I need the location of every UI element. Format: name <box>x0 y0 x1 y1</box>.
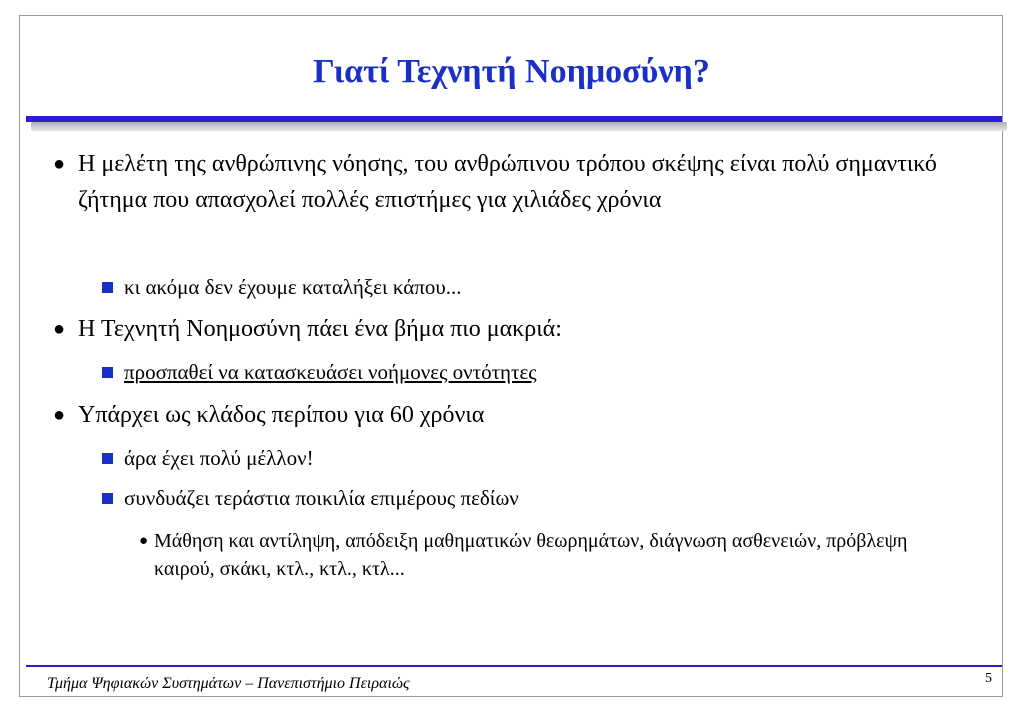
footer-rule <box>26 665 1002 667</box>
sub-bullet-3-1 <box>124 443 944 473</box>
small-bullet-dot-icon: ● <box>139 533 149 549</box>
footer-text: Τμήμα Ψηφιακών Συστημάτων – Πανεπιστήμιο Πειραιώς <box>47 675 410 692</box>
slide-title: Γιατί Τεχνητή Νοημοσύνη? <box>313 53 710 90</box>
page-number: 5 <box>985 671 992 686</box>
sub-sub-bullet-3-2-1 <box>139 527 934 583</box>
square-bullet-icon <box>102 367 113 378</box>
bullet-2-text: Η Τεχνητή Νοημοσύνη πάει ένα βήμα πιο μακριά: <box>78 316 562 342</box>
sub-bullet-2-1-text: προσπαθεί να κατασκευάσει νοήμονες οντότητες <box>124 360 537 384</box>
sub-sub-bullet-3-2-1-text: Μάθηση και αντίληψη, απόδειξη μαθηματικών θεωρημάτων, διάγνωση ασθενειών, πρόβλεψη καιρού, σκάκι, κτλ., κτλ., κτλ... <box>154 530 908 580</box>
bullet-2 <box>53 311 948 347</box>
sub-bullet-2-1 <box>124 357 944 387</box>
square-bullet-icon <box>102 282 113 293</box>
sub-bullet-1-1 <box>124 272 944 302</box>
bullet-3 <box>53 397 948 433</box>
bullet-1-text: Η μελέτη της ανθρώπινης νόησης, του ανθρώπινου τρόπου σκέψης είναι πολύ σημαντικό ζήτημα που απασχολεί πολλές επιστήμες για χιλιάδες χρόνια <box>78 151 937 213</box>
bullet-dot-icon: ● <box>53 153 66 175</box>
sub-bullet-3-1-text: άρα έχει πολύ μέλλον! <box>124 446 314 470</box>
bullet-dot-icon: ● <box>53 404 66 426</box>
sub-bullet-3-2 <box>124 483 944 513</box>
sub-bullet-3-2-text: συνδυάζει τεράστια ποικιλία επιμέρους πεδίων <box>124 486 519 510</box>
square-bullet-icon <box>102 453 113 464</box>
sub-bullet-1-1-text: κι ακόμα δεν έχουμε καταλήξει κάπου... <box>124 275 462 299</box>
bullet-3-text: Υπάρχει ως κλάδος περίπου για 60 χρόνια <box>78 402 485 428</box>
square-bullet-icon <box>102 493 113 504</box>
bullet-dot-icon: ● <box>53 318 66 340</box>
title-rule-shadow <box>31 122 1007 131</box>
bullet-1 <box>53 146 948 218</box>
title-rule <box>26 116 1002 122</box>
